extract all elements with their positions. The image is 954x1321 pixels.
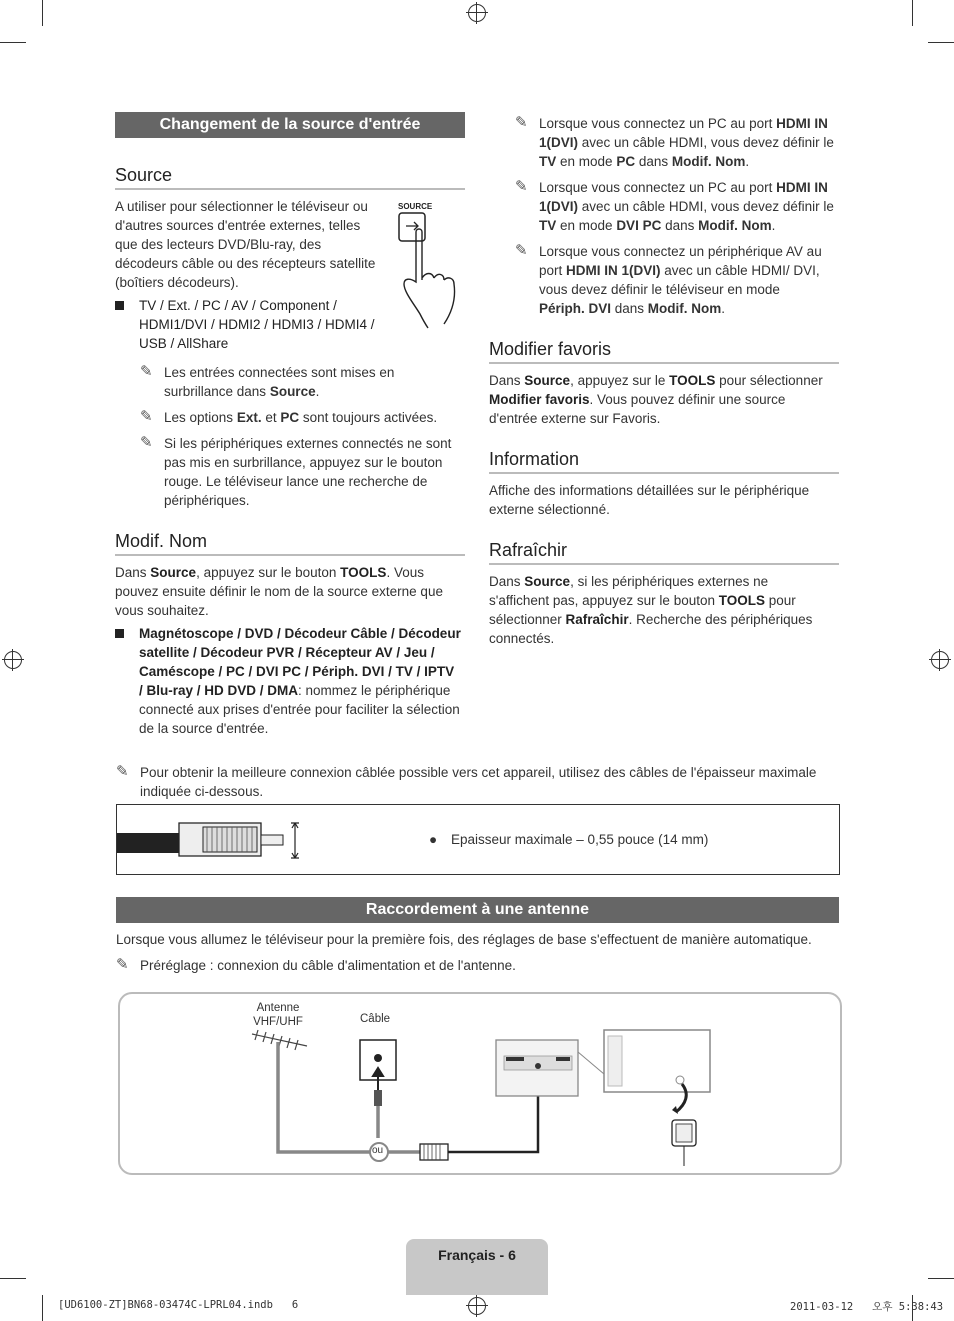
modif-nom-paragraph: Dans Source, appuyez sur le bouton TOOLS. Vous pouvez ensuite définir le nom de la source externe que vous souhaitez. [115, 565, 443, 618]
note-bold: Source [269, 384, 316, 399]
pencil-note-icon: ✎ [515, 178, 528, 195]
crop-mark [0, 1278, 26, 1279]
bullet-dot-icon: ● [429, 832, 438, 847]
footer-timestamp: 2011-03-12 오후 5:38:43 [790, 1301, 944, 1313]
note-av-hdmi-dvi: ✎ Lorsque vous connectez un périphérique AV au port HDMI IN 1(DVI) avec un câble HDMI/ DVI, vous devez définir le téléviseur en mode Périph. DVI dans Modif. Nom. [515, 242, 822, 316]
note-text: sont toujours activées. [299, 410, 438, 425]
crop-mark [42, 0, 43, 26]
pencil-note-icon: ✎ [515, 114, 528, 131]
power-socket-icon [672, 1120, 696, 1166]
note-text: Les entrées connectées sont mises en surbrillance dans [164, 365, 395, 399]
or-label: ou [372, 1145, 384, 1156]
footer-file-name: [UD6100-ZT]BN68-03474C-LPRL04.indb 6 [58, 1299, 299, 1311]
pencil-note-icon: ✎ [140, 434, 153, 451]
tv-back-icon [604, 1030, 710, 1114]
heading-modifier-favoris: Modifier favoris [489, 339, 839, 364]
note-text: et [261, 410, 281, 425]
rafraichir-paragraph: Dans Source, si les périphériques externes ne s'affichent pas, appuyez sur le bouton TOOLS pour sélectionner Rafraîchir. Recherche des périphériques connectés. [489, 574, 813, 646]
source-bullet-list [115, 296, 409, 353]
pencil-note-icon: ✎ [116, 763, 129, 780]
bullet-text: : nommez le périphérique connecté aux prises d'entrée pour faciliter la sélection de la source d'entrée. [139, 683, 460, 736]
registration-mark-icon [468, 4, 486, 22]
heading-information: Information [489, 449, 839, 474]
note-pc-hdmi-dvipc: ✎ Lorsque vous connectez un PC au port HDMI IN 1(DVI) avec un câble HDMI, vous devez définir le TV en mode DVI PC dans Modif. Nom. [515, 178, 834, 233]
pencil-note-icon: ✎ [140, 408, 153, 425]
source-bullet-line: TV / Ext. / PC / AV / Component / [139, 298, 337, 313]
note-text: Préréglage : connexion du câble d'alimentation et de l'antenne. [140, 958, 516, 973]
crop-mark [0, 42, 26, 43]
antenna-connection-diagram [118, 992, 842, 1175]
crop-mark [42, 1295, 43, 1321]
note-preset [116, 956, 840, 975]
antenna-label: Antenne VHF/UHF [253, 1002, 303, 1028]
modifier-favoris-paragraph: Dans Source, appuyez sur le TOOLS pour sélectionner Modifier favoris. Vous pouvez définir une source d'entrée externe sur Favoris. [489, 373, 823, 426]
cable-thickness-box [116, 804, 840, 875]
registration-mark-icon [4, 651, 22, 669]
cable-wall-outlet-icon [360, 1040, 396, 1138]
note-text: Si les périphériques externes connectés ne sont pas mis en surbrillance, appuyez sur le bouton rouge. Le téléviseur lance une recherche de périphériques. [164, 436, 452, 508]
crop-mark [928, 42, 954, 43]
device-list: Magnétoscope / DVD / Décodeur Câble / Décodeur satellite / Décodeur PVR / Récepteur AV / Jeu / Caméscope / PC / DVI PC / Périph. DVI / TV / IPTV / Blu-ray / HD DVD / DMA [139, 626, 461, 698]
pencil-note-icon: ✎ [140, 363, 153, 380]
source-icon-label: SOURCE [398, 202, 433, 211]
crop-mark [912, 0, 913, 26]
page-number-tab [406, 1239, 548, 1295]
registration-mark-icon [931, 651, 949, 669]
source-intro: A utiliser pour sélectionner le téléviseur ou d'autres sources d'entrée externes, telles que des lecteurs DVD/Blu-ray, des décodeurs câble ou des récepteurs satellite (boîtiers décodeurs). [115, 199, 376, 290]
information-paragraph: Affiche des informations détaillées sur le périphérique externe sélectionné. [489, 483, 810, 517]
note-bold: Ext. [236, 410, 262, 425]
note-red-button [140, 434, 464, 510]
note-cable-thickness: Pour obtenir la meilleure connexion câblée possible vers cet appareil, utilisez des câbles de l'épaisseur maximale indiquée ci-dessous. [140, 765, 817, 799]
page-label: Français - 6 [438, 1247, 516, 1263]
pencil-note-icon: ✎ [515, 242, 528, 259]
bullet-square-icon [115, 629, 124, 638]
vhf-uhf-antenna-icon [252, 1030, 374, 1152]
modif-nom-bullet [115, 624, 461, 738]
cable-label: Câble [360, 1013, 391, 1025]
note-highlighted-inputs [140, 363, 464, 401]
section-banner-source-change: Changement de la source d'entrée [115, 112, 465, 138]
note-pc-hdmi-pc: ✎ Lorsque vous connectez un PC au port HDMI IN 1(DVI) avec un câble HDMI, vous devez définir le TV en mode PC dans Modif. Nom. [515, 114, 834, 169]
registration-mark-icon [468, 1297, 486, 1315]
bullet-text: Epaisseur maximale – 0,55 pouce (14 mm) [451, 832, 709, 847]
note-bold: PC [280, 410, 300, 425]
cable-plug-illustration [117, 805, 317, 874]
crop-mark [928, 1278, 954, 1279]
section-banner-antenna: Raccordement à une antenne [116, 897, 839, 923]
note-text: Les options [164, 410, 237, 425]
source-bullet-line: USB / AllShare [139, 336, 229, 351]
heading-modif-nom: Modif. Nom [115, 531, 465, 556]
antenna-intro: Lorsque vous allumez le téléviseur pour la première fois, des réglages de base s'effectuent de manière automatique. [116, 932, 812, 947]
note-options-active [140, 408, 464, 427]
tv-rear-panel-icon [496, 1040, 604, 1096]
pencil-note-icon: ✎ [116, 956, 129, 973]
cable-thickness-bullet [429, 832, 708, 847]
source-bullet-line: HDMI1/DVI / HDMI2 / HDMI3 / HDMI4 / [139, 317, 375, 332]
heading-rafraichir: Rafraîchir [489, 540, 839, 565]
note-text: . [315, 384, 320, 399]
heading-source: Source [115, 165, 465, 190]
bullet-square-icon [115, 301, 124, 310]
